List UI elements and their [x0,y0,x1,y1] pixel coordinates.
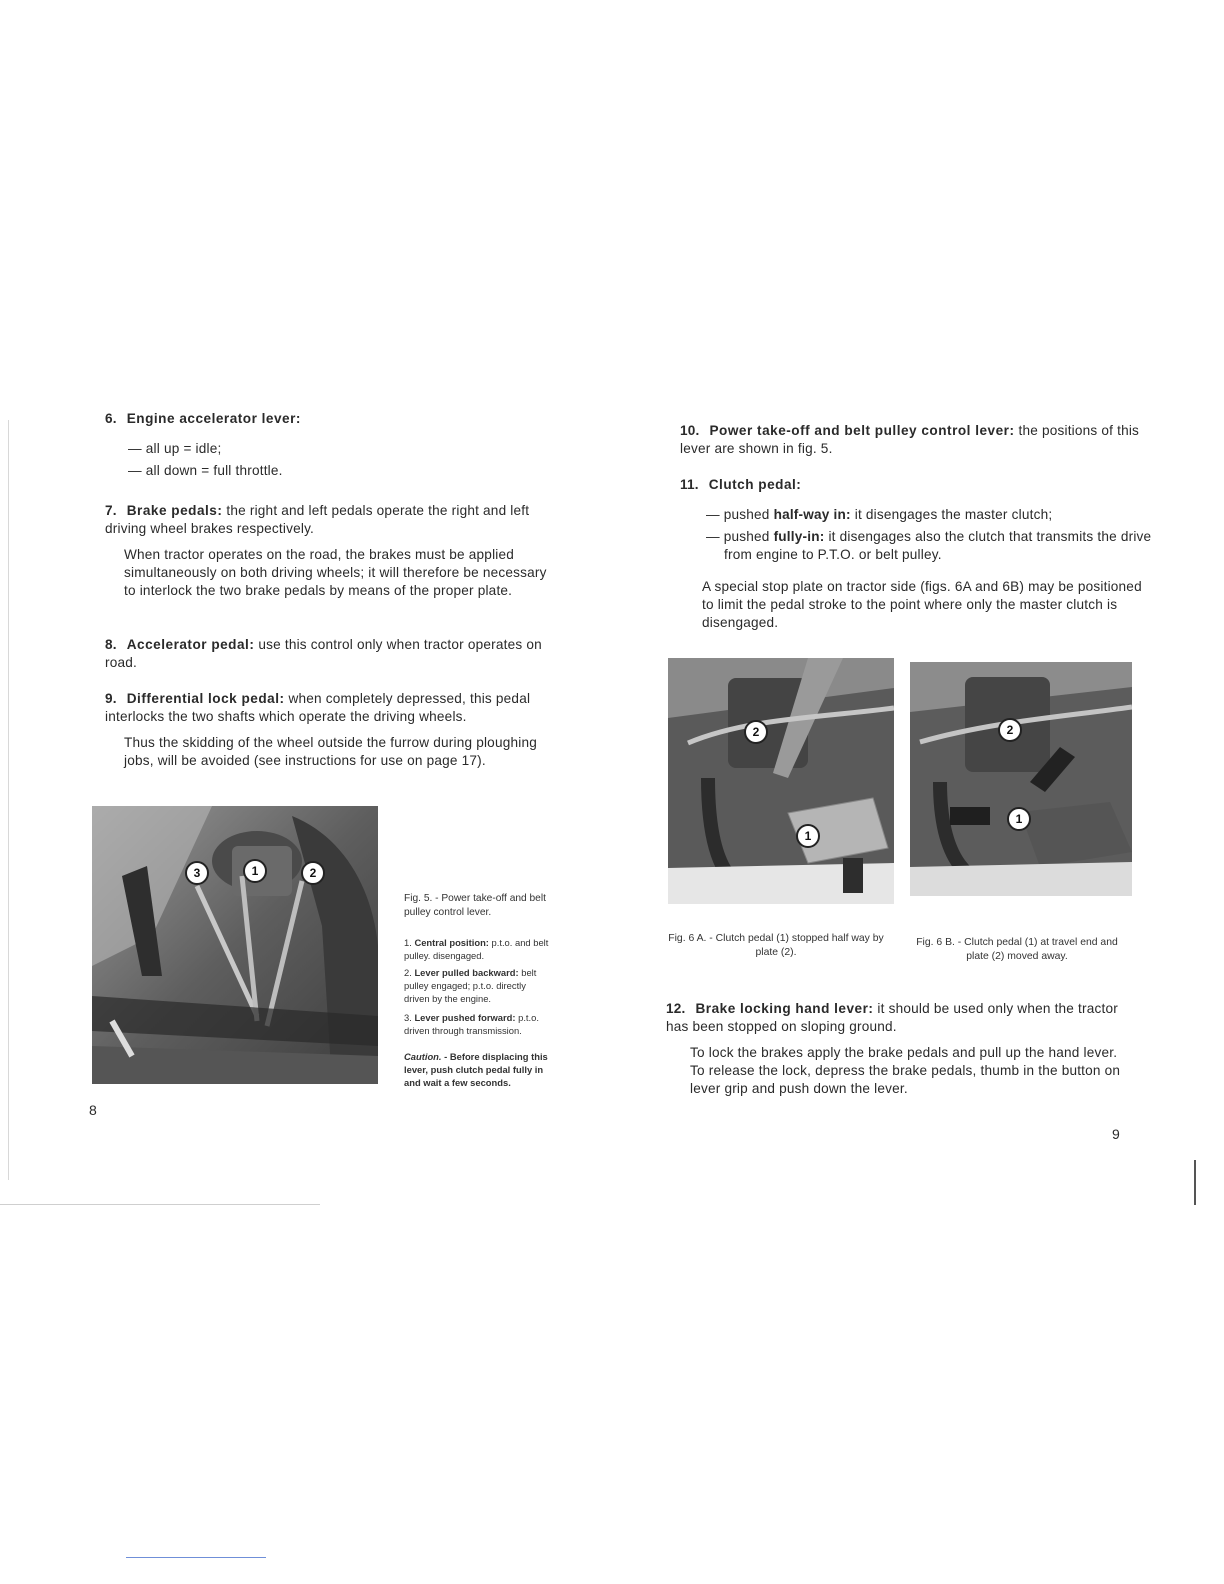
sub-prefix: — pushed [706,529,770,544]
item-11-paragraph: A special stop plate on tractor side (figs. 6A and 6B) may be positioned to limit the pedal stroke to the point where only the master clutch is disengaged. [702,579,1142,630]
item-8 [105,636,560,672]
item-6-line-2: — all down = full throttle. [128,463,283,478]
page-edge-line [8,420,9,1180]
item-number: 8. [105,637,117,652]
scan-mark-line [126,1557,266,1558]
item-body: it should be used only when the tractor has been stopped on sloping ground. [666,1001,1118,1034]
item-text: belt pulley engaged; p.t.o. directly driven by the engine. [404,967,537,1004]
item-text: p.t.o. driven through transmission. [404,1012,539,1036]
sub-text: it disengages the master clutch; [854,507,1053,522]
callout-1: 1 [1007,807,1031,831]
page-edge-mark [1194,1160,1196,1205]
item-title: Accelerator pedal: [126,637,255,652]
item-body: use this control only when tractor operates on road. [105,637,542,670]
fig-5-item-3 [404,1011,554,1037]
fig-5-item-1 [404,936,554,962]
item-number: 10. [680,423,700,438]
page-bottom-line [0,1204,320,1205]
clutch-pedal-full-illustration [910,662,1132,896]
fig-5-photo [92,806,378,1084]
item-12 [666,1000,1126,1036]
fig-6a-photo [668,658,894,904]
item-label: Lever pulled backward: [414,967,519,978]
fig-5-item-2 [404,966,554,1005]
item-body: the right and left pedals operate the right and left driving wheel brakes respectively. [105,503,530,536]
item-title: Brake pedals: [126,503,223,518]
item-11 [680,476,1140,494]
tractor-lever-illustration [92,806,378,1084]
item-number: 12. [666,1001,686,1016]
item-title: Differential lock pedal: [126,691,285,706]
item-number: 6. [105,411,117,426]
page-number-left: 8 [89,1102,97,1118]
item-6 [105,410,565,428]
item-10 [680,422,1140,458]
item-label: Central position: [414,937,489,948]
item-text: p.t.o. and belt pulley. disengaged. [404,937,549,961]
item-6-line-1: — all up = idle; [128,441,222,456]
clutch-pedal-half-illustration [668,658,894,904]
callout-2: 2 [744,720,768,744]
fig-5-caution [404,1050,554,1089]
fig-6a-caption: Fig. 6 A. - Clutch pedal (1) stopped half way by plate (2). [668,933,884,958]
caution-label: Caution. [404,1051,442,1062]
item-number: 11. [680,477,699,492]
item-body: the positions of this lever are shown in fig. 5. [680,423,1140,456]
item-label: Lever pushed forward: [414,1012,516,1023]
item-7 [105,502,560,538]
item-7-paragraph: When tractor operates on the road, the brakes must be applied simultaneously on both driving wheels; it will therefore be necessary to interlock the two brake pedals by means of the proper plate. [124,547,547,598]
item-number: 3. [404,1012,412,1023]
item-body: when completely depressed, this pedal interlocks the two shafts which operate the driving wheels. [105,691,531,724]
item-9-paragraph: Thus the skidding of the wheel outside the furrow during ploughing jobs, will be avoided (see instructions for use on page 17). [124,735,537,768]
fig-6b-photo [910,662,1132,896]
item-11-sub-2 [706,528,1160,564]
item-title: Brake locking hand lever: [695,1001,874,1016]
item-number: 1. [404,937,412,948]
callout-2: 2 [998,718,1022,742]
caution-text: - Before displacing this lever, push clutch pedal fully in and wait a few seconds. [404,1051,548,1088]
item-number: 9. [105,691,117,706]
callout-2: 2 [301,861,325,885]
item-number: 7. [105,503,117,518]
sub-prefix: — pushed [706,507,770,522]
callout-1: 1 [243,859,267,883]
sub-bold: half-way in: [773,507,851,522]
item-9 [105,690,560,726]
page-number-right: 9 [1112,1126,1120,1142]
callout-1: 1 [796,824,820,848]
fig-5-caption: Fig. 5. - Power take-off and belt pulley control lever. [404,893,546,918]
item-11-sub-1 [706,506,1142,524]
fig-6b-caption: Fig. 6 B. - Clutch pedal (1) at travel end and plate (2) moved away. [916,937,1118,962]
item-12-paragraph: To lock the brakes apply the brake pedals and pull up the hand lever. To release the lock, depress the brake pedals, thumb in the button on lever grip and push down the lever. [690,1045,1121,1096]
item-number: 2. [404,967,412,978]
item-title: Power take-off and belt pulley control lever: [709,423,1015,438]
item-title: Clutch pedal: [708,477,802,492]
sub-text: it disengages also the clutch that transmits the drive from engine to P.T.O. or belt pulley. [724,529,1152,562]
callout-3: 3 [185,861,209,885]
item-title: Engine accelerator lever: [126,411,301,426]
sub-bold: fully-in: [773,529,825,544]
